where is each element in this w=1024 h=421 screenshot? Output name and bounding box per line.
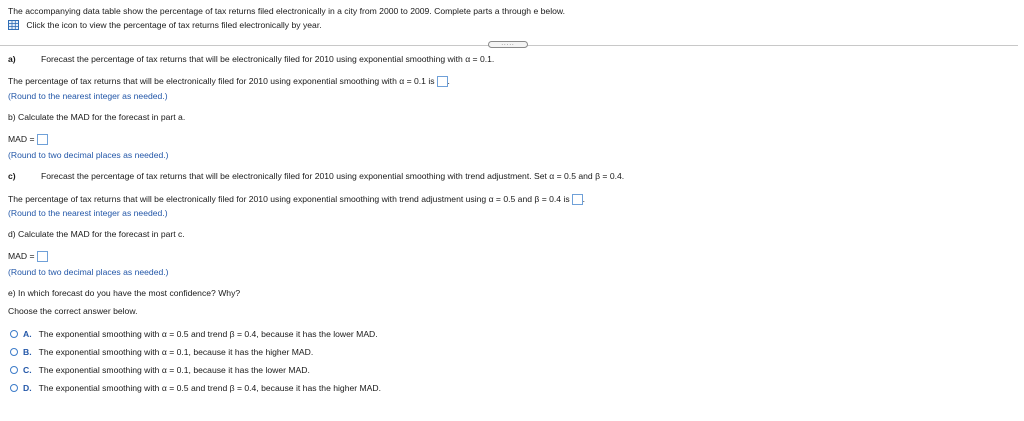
- expand-more-button[interactable]: .....: [488, 41, 528, 48]
- part-d-mad-label: MAD =: [8, 251, 35, 261]
- option-b-letter: B.: [23, 347, 32, 357]
- part-e-label: e) In which forecast do you have the most confidence? Why?: [8, 288, 241, 298]
- part-c-label: c): [8, 171, 16, 181]
- period: .: [447, 76, 450, 86]
- radio-option-b[interactable]: [10, 348, 18, 356]
- part-a-answer-text: The percentage of tax returns that will be electronically filed for 2010 using exponential smoothing with α = 0.1 is: [8, 76, 435, 86]
- part-c-answer-line: [8, 194, 585, 205]
- radio-option-a[interactable]: [10, 330, 18, 338]
- radio-option-c[interactable]: [10, 366, 18, 374]
- part-d-label: d) Calculate the MAD for the forecast in part c.: [8, 229, 185, 239]
- part-c-answer-text: The percentage of tax returns that will be electronically filed for 2010 using exponential smoothing with trend adjustment using α = 0.5 and β = 0.4 is: [8, 194, 570, 204]
- part-a-prompt: Forecast the percentage of tax returns that will be electronically filed for 2010 using exponential smoothing with α = 0.1.: [41, 54, 495, 64]
- part-b-hint: (Round to two decimal places as needed.): [8, 150, 169, 160]
- option-a-letter: A.: [23, 329, 32, 339]
- radio-option-d[interactable]: [10, 384, 18, 392]
- option-c-letter: C.: [23, 365, 32, 375]
- part-d-mad-line: [8, 251, 48, 262]
- option-a[interactable]: [10, 329, 378, 339]
- part-c-hint: (Round to the nearest integer as needed.): [8, 208, 168, 218]
- option-d-text[interactable]: The exponential smoothing with α = 0.5 and trend β = 0.4, because it has the higher MAD.: [38, 383, 382, 393]
- table-icon[interactable]: [8, 20, 19, 30]
- part-d-hint: (Round to two decimal places as needed.): [8, 267, 169, 277]
- option-d[interactable]: [10, 383, 381, 393]
- data-table-link-text[interactable]: Click the icon to view the percentage of tax returns filed electronically by year.: [26, 20, 322, 30]
- part-b-mad-label: MAD =: [8, 134, 35, 144]
- part-a-label: a): [8, 54, 16, 64]
- part-e-instruction: Choose the correct answer below.: [8, 306, 138, 316]
- part-c-prompt: Forecast the percentage of tax returns that will be electronically filed for 2010 using exponential smoothing with trend adjustment. Set α = 0.5 and β = 0.4.: [41, 171, 625, 181]
- part-b-mad-input[interactable]: [37, 134, 48, 145]
- option-b-text[interactable]: The exponential smoothing with α = 0.1, because it has the higher MAD.: [38, 347, 314, 357]
- data-table-link[interactable]: [8, 20, 322, 30]
- intro-text: The accompanying data table show the percentage of tax returns filed electronically in a city from 2000 to 2009. Complete parts a through e below.: [8, 6, 566, 16]
- part-a-answer-input[interactable]: [437, 76, 448, 87]
- part-b-mad-line: [8, 134, 48, 145]
- part-b-label: b) Calculate the MAD for the forecast in part a.: [8, 112, 186, 122]
- option-b[interactable]: [10, 347, 313, 357]
- option-a-text[interactable]: The exponential smoothing with α = 0.5 and trend β = 0.4, because it has the lower MAD.: [38, 329, 378, 339]
- period: .: [582, 194, 586, 204]
- option-c-text[interactable]: The exponential smoothing with α = 0.1, because it has the lower MAD.: [38, 365, 310, 375]
- option-d-letter: D.: [23, 383, 32, 393]
- part-d-mad-input[interactable]: [37, 251, 48, 262]
- part-c-answer-input[interactable]: [572, 194, 586, 205]
- option-c[interactable]: [10, 365, 310, 375]
- part-a-hint: (Round to the nearest integer as needed.): [8, 91, 168, 101]
- part-a-answer-line: [8, 76, 450, 87]
